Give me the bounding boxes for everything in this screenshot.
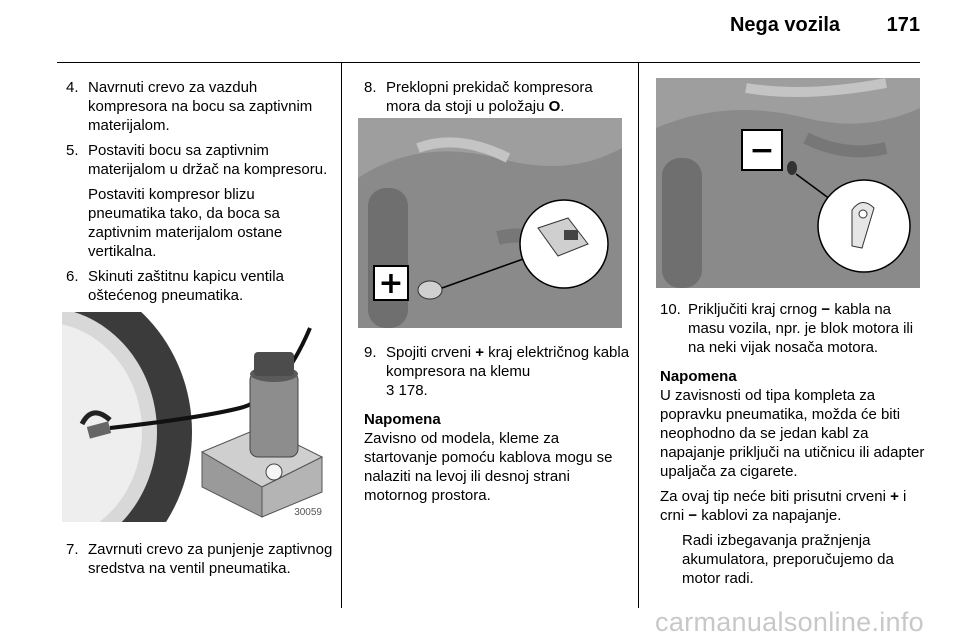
step-4: 4. Navrnuti crevo za vazduh kompresora na bocu sa zaptivnim materijalom. (66, 79, 313, 134)
plus-symbol: + (378, 266, 404, 301)
column-1 (66, 78, 336, 305)
step-9: 9. Spojiti crveni + kraj električnog kabla kompresora na klemu 3 178. (364, 344, 630, 399)
step-7: 7. Zavrnuti crevo za punjenje zaptivnog sredstva na ventil pneumatika. (66, 541, 333, 577)
minus-symbol: − (749, 133, 775, 168)
negative-terminal-illustration (656, 78, 920, 288)
step-8: 8. Preklopni prekidač kompresora mora da stoji u položaju O. (364, 79, 593, 115)
page-number: 171 (886, 14, 920, 36)
note-text: U zavisnosti od tipa kompleta za popravku pneumatika, možda će biti neophodno da se jedan kabl za napajanje priključi na utičnicu ili adapter upaljača za cigarete. (660, 387, 925, 480)
step-5: 5. Postaviti bocu sa zaptivnim materijalom u držač na kompresoru. (66, 142, 328, 178)
figure-number: 30059 (294, 507, 322, 518)
column-divider (341, 62, 342, 608)
positive-terminal-illustration (358, 118, 622, 328)
header-rule (57, 62, 920, 63)
watermark: carmanualsonline.info (655, 607, 924, 637)
step-6: 6. Skinuti zaštitnu kapicu ventila oštećenog pneumatika. (66, 268, 284, 304)
plus-icon: + (890, 488, 899, 505)
column-3 (660, 300, 926, 588)
note-heading: Napomena (364, 411, 441, 428)
note-heading: Napomena (660, 368, 737, 385)
plus-icon: + (475, 344, 484, 361)
cable-note: Za ovaj tip neće biti prisutni crveni + i crni − kablovi za napajanje. (660, 488, 907, 524)
minus-icon: − (821, 301, 831, 318)
column-divider (638, 62, 639, 608)
compressor-illustration (62, 312, 328, 522)
reference-arrow-icon: 3 (386, 382, 395, 399)
step-5-note: Postaviti kompresor blizu pneumatika tako, da boca sa zaptivnim materijalom ostane vertikalna. (88, 186, 283, 260)
battery-advice: Radi izbegavanja pražnjenja akumulatora, preporučujemo da motor radi. (682, 532, 894, 587)
column-2-top (364, 78, 630, 116)
minus-icon: − (688, 507, 698, 524)
switch-off-symbol: O (548, 98, 561, 115)
page-reference[interactable]: 178. (398, 382, 428, 399)
step-10: 10. Priključiti kraj crnog − kabla na masu vozila, npr. je blok motora ili na neki vijak nosača motora. (660, 301, 914, 356)
column-1-bottom (66, 540, 336, 578)
page-title: Nega vozila (729, 14, 840, 36)
note-text: Zavisno od modela, kleme za startovanje pomoću kablova mogu se nalaziti na levoj ili desnoj strani motornog prostora. (364, 430, 613, 504)
column-2-bottom (364, 343, 630, 505)
